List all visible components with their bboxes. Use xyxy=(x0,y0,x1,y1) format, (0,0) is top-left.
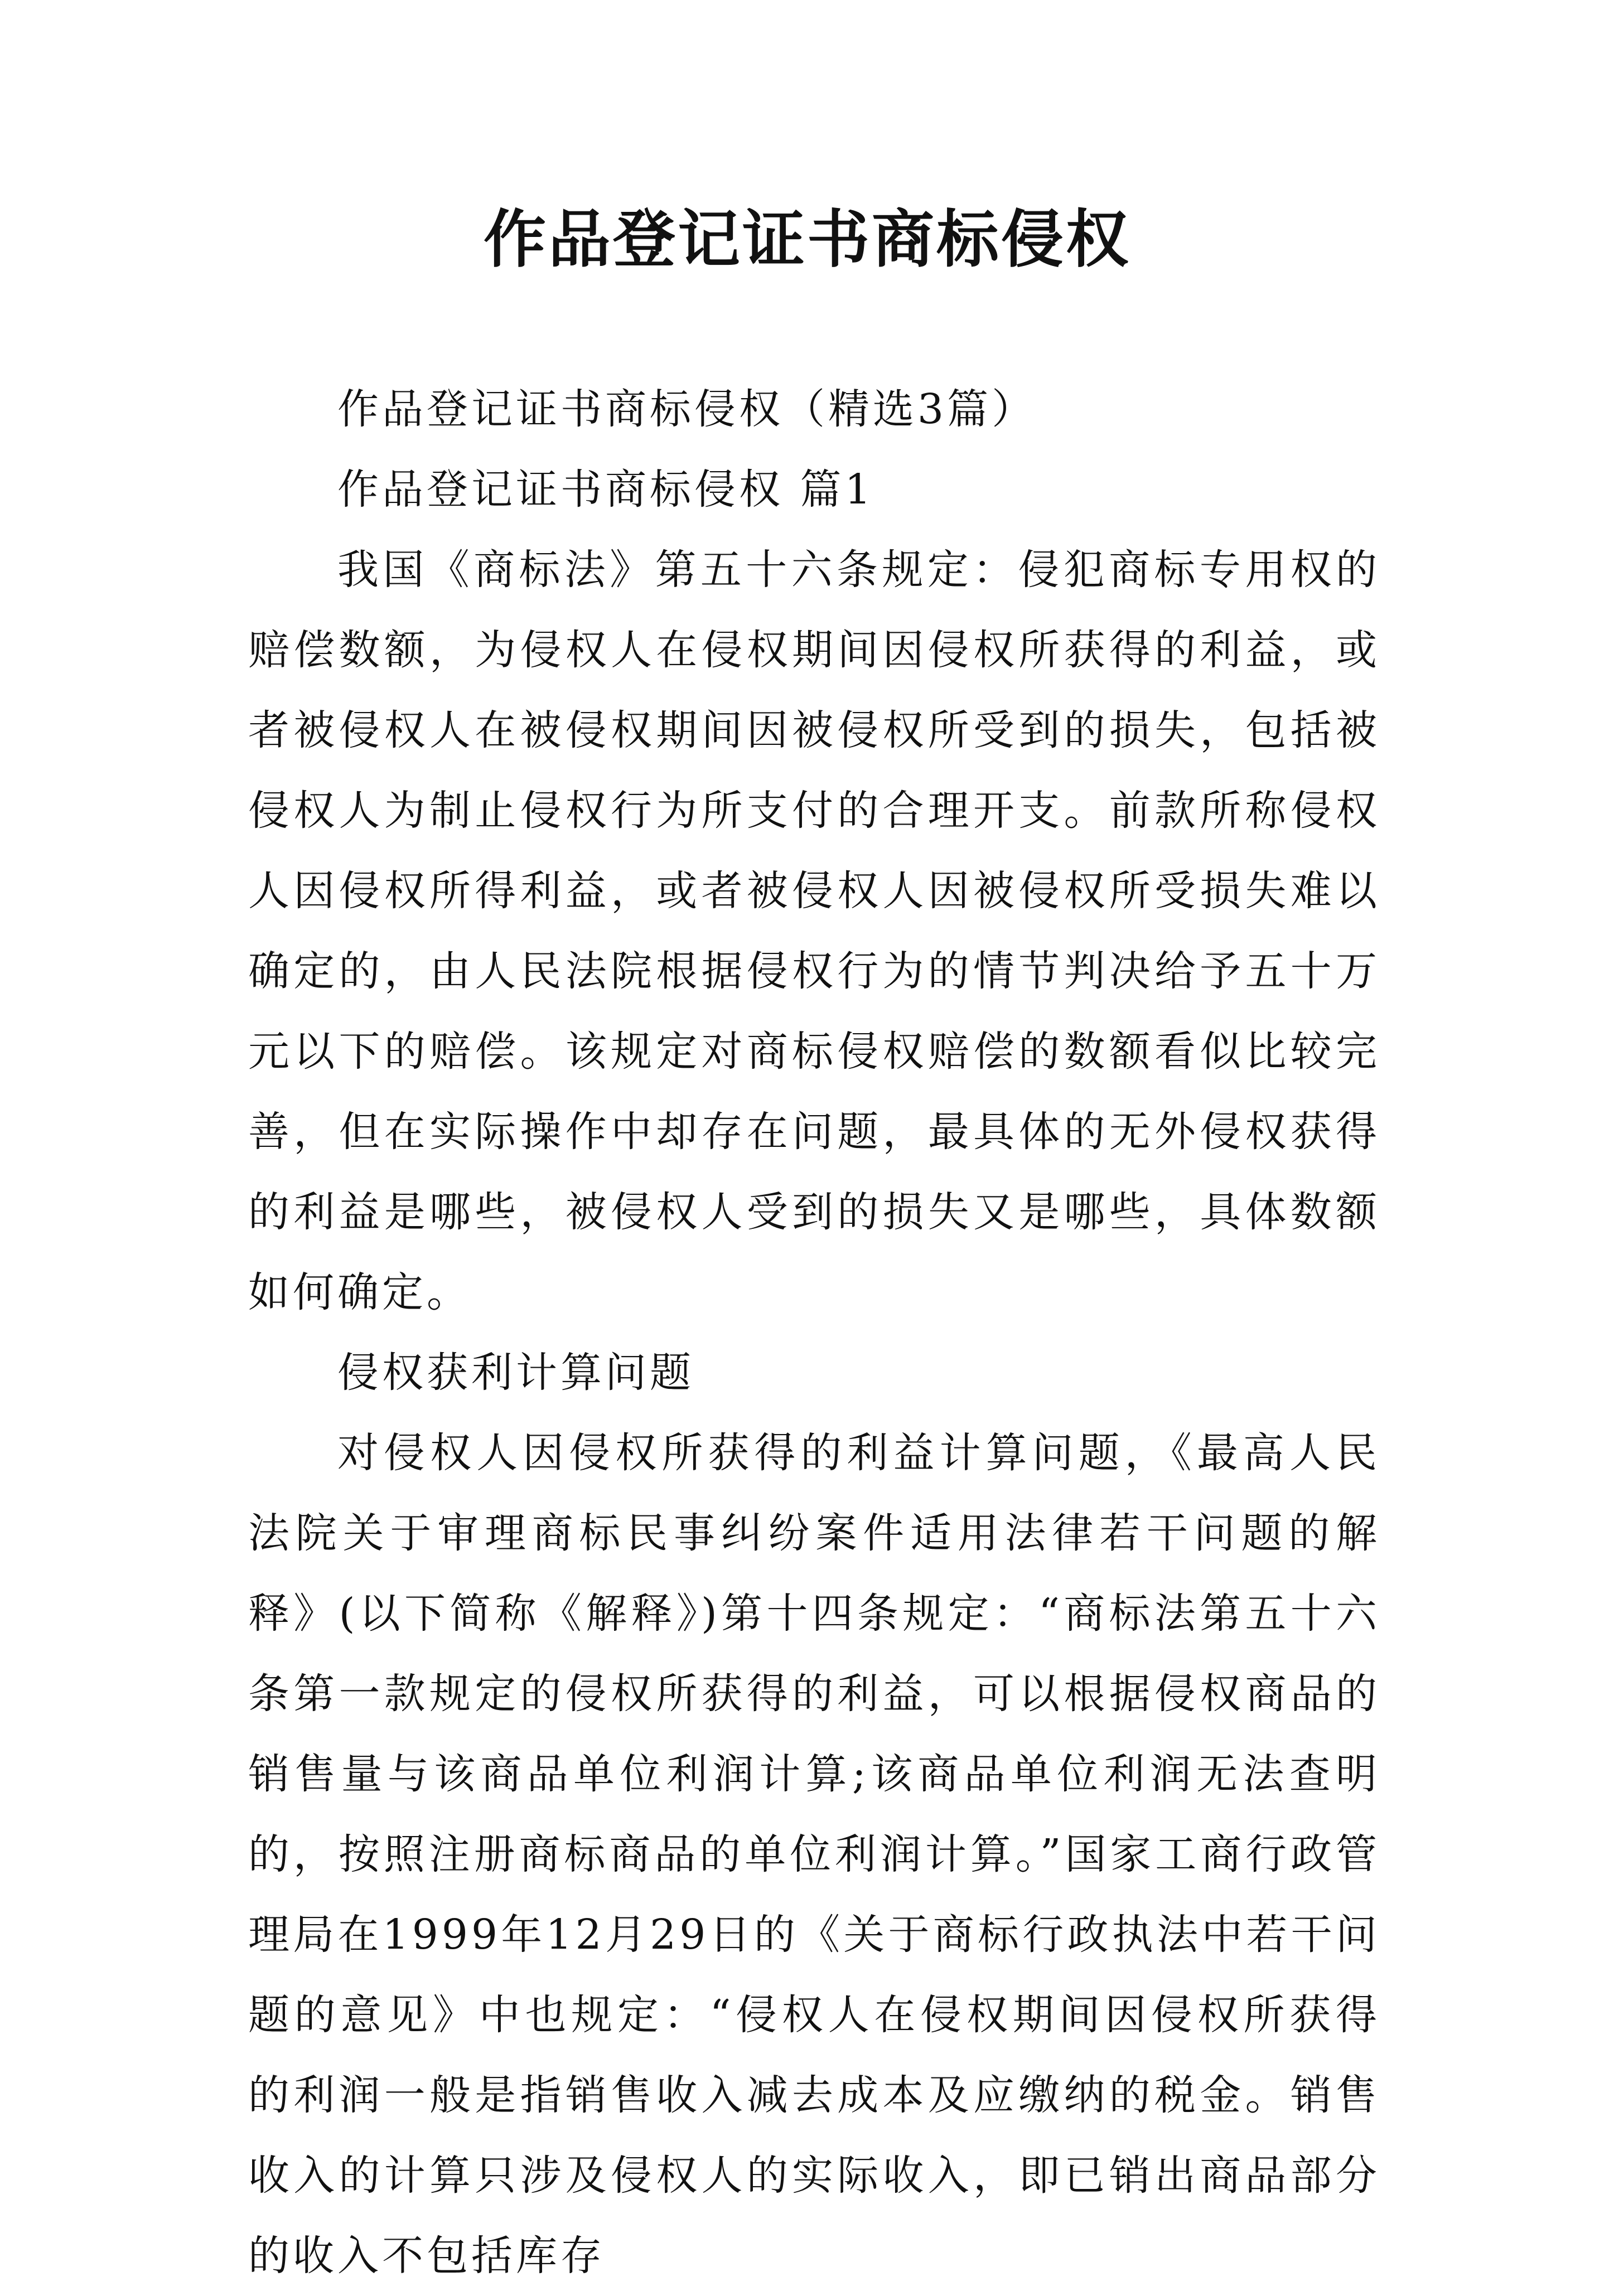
document-body xyxy=(248,369,1380,2296)
body-paragraph: 我国《商标法》第五十六条规定：侵犯商标专用权的赔偿数额，为侵权人在侵权期间因侵权所获得的利益，或者被侵权人在被侵权期间因被侵权所受到的损失，包括被侵权人为制止侵权行为所支付的合理开支。前款所称侵权人因侵权所得利益，或者被侵权人因被侵权所受损失难以确定的，由人民法院根据侵权行为的情节判决给予五十万元以下的赔偿。该规定对商标侵权赔偿的数额看似比较完善，但在实际操作中却存在问题，最具体的无外侵权获得的利益是哪些，被侵权人受到的损失又是哪些，具体数额如何确定。 xyxy=(248,546,1380,1316)
document-title: 作品登记证书商标侵权 xyxy=(484,203,1130,276)
section-heading: 作品登记证书商标侵权 篇1 xyxy=(337,466,874,514)
body-paragraph: 对侵权人因侵权所获得的利益计算问题，《最高人民法院关于审理商标民事纠纷案件适用法律若干问题的解释》(以下简称《解释》)第十四条规定：“商标法第五十六条第一款规定的侵权所获得的利益，可以根据侵权商品的销售量与该商品单位利润计算;该商品单位利润无法查明的，按照注册商标商品的单位利润计算。”国家工商行政管理局在1999年12月29日的《关于商标行政执法中若干问题的意见》中也规定：“侵权人在侵权期间因侵权所获得的利润一般是指销售收入减去成本及应缴纳的税金。销售收入的计算只涉及侵权人的实际收入，即已销出商品部分的收入不包括库存 xyxy=(248,1429,1380,2280)
subsection-heading: 侵权获利计算问题 xyxy=(337,1349,694,1397)
subtitle-line: 作品登记证书商标侵权（精选3篇） xyxy=(337,385,1037,433)
